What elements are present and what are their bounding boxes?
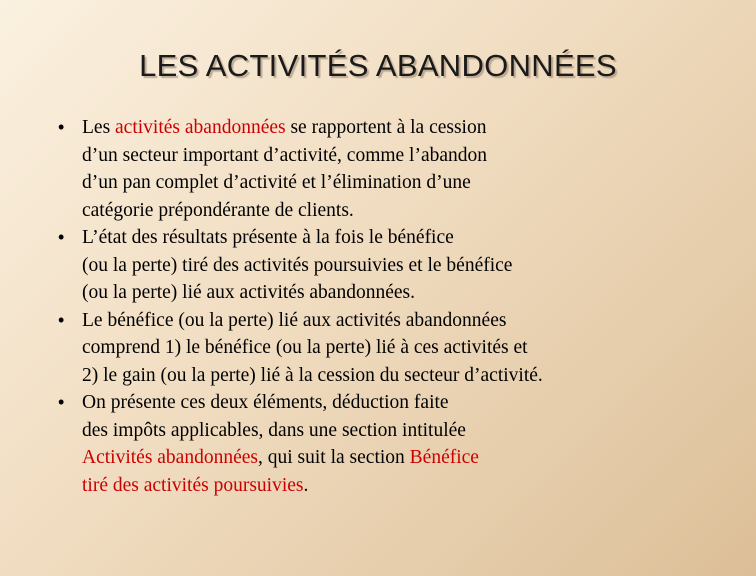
bullet-line: 2) le gain (ou la perte) lié à la cession du secteur d’activité.: [82, 364, 543, 386]
bullet-line: d’un secteur important d’activité, comme l’abandon: [82, 144, 488, 166]
line-text: se rapportent à la cession: [285, 117, 487, 138]
bullet-item: [58, 389, 728, 499]
bullet-item: [58, 307, 728, 390]
bullet-dot-icon: •: [58, 117, 65, 137]
bullet-line: d’un pan complet d’activité et l’élimination d’une: [82, 172, 471, 193]
bullet-line: catégorie prépondérante de clients.: [82, 199, 354, 221]
bullet-dot-icon: •: [58, 227, 65, 247]
slide-title: LES ACTIVITÉS ABANDONNÉES: [139, 48, 617, 83]
line-text: , qui suit la section: [258, 447, 410, 468]
bullet-dot-icon: •: [58, 392, 65, 412]
bullet-line: L’état des résultats présente à la fois le bénéfice: [82, 227, 454, 248]
bullet-line: [82, 444, 728, 472]
highlight-term: activités abandonnées: [115, 117, 286, 138]
highlight-term: tiré des activités poursuivies: [82, 474, 304, 496]
bullet-line: Le bénéfice (ou la perte) lié aux activités abandonnées: [82, 309, 507, 331]
bullet-line: [82, 472, 728, 500]
bullet-line: On présente ces deux éléments, déduction faite: [82, 392, 449, 413]
bullet-line: comprend 1) le bénéfice (ou la perte) lié à ces activités et: [82, 337, 528, 358]
bullet-list: [58, 114, 728, 499]
bullet-line: des impôts applicables, dans une section intitulée: [82, 419, 466, 441]
line-text: Les: [82, 117, 116, 138]
bullet-dot-icon: •: [58, 309, 65, 330]
bullet-item: [58, 224, 728, 307]
bullet-line: [82, 114, 728, 142]
bullet-line: (ou la perte) lié aux activités abandonnées.: [82, 282, 415, 303]
bullet-item: [58, 114, 728, 224]
highlight-term: Activités abandonnées: [82, 447, 258, 468]
highlight-term: Bénéfice: [409, 447, 479, 468]
bullet-line: (ou la perte) tiré des activités poursuivies et le bénéfice: [82, 254, 513, 276]
line-text: .: [303, 474, 309, 496]
